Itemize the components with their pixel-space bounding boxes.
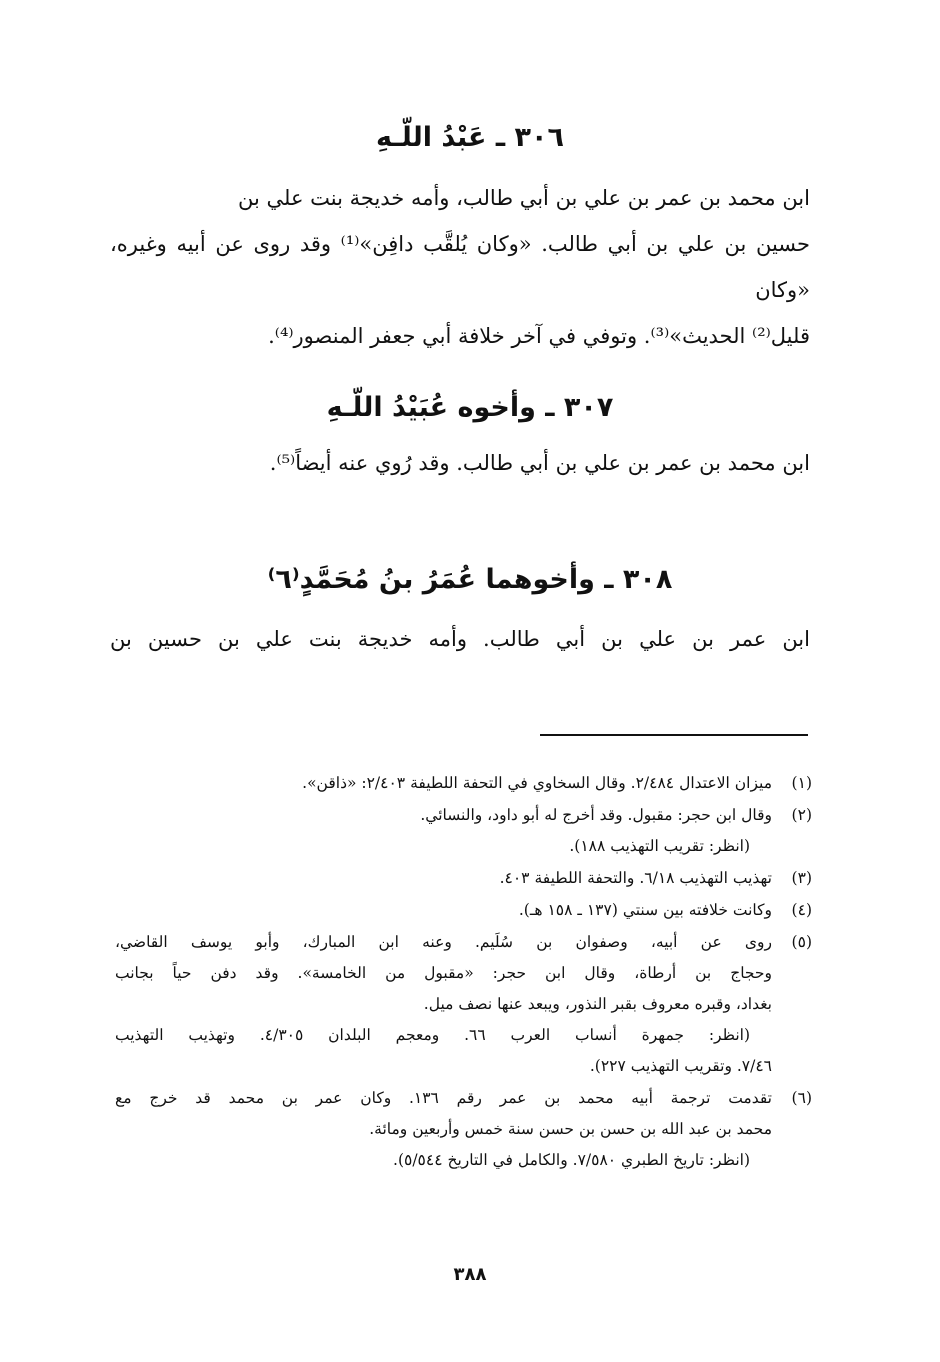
footnote-line: بغداد، وقبره معروف بقبر النذور، ويبعد عنها نصف ميل. xyxy=(423,995,772,1013)
entry-heading-307: ٣٠٧ ـ وأخوه عُبَيْدُ اللّـهِ xyxy=(326,392,614,423)
footnote-line: (انظر: تقريب التهذيب ١٨٨). xyxy=(569,837,750,855)
footnote-number: (٤) xyxy=(791,901,812,919)
entry-body-306 xyxy=(110,175,810,359)
footnote-line: ميزان الاعتدال ٢/٤٨٤. وقال السخاوي في التحفة اللطيفة ٢/٤٠٣: «ذاقن». xyxy=(302,774,772,792)
footnote-3 xyxy=(115,863,812,894)
footnote-2 xyxy=(115,800,812,862)
footnotes xyxy=(115,768,812,1177)
entry-line: ابن عمر بن علي بن أبي طالب. وأمه خديجة بنت علي بن حسين بن xyxy=(110,627,810,651)
entry-heading-308: ٣٠٨ ـ وأخوهما عُمَرُ بنُ مُحَمَّدٍ⁽٦⁾ xyxy=(267,564,673,595)
footnote-separator xyxy=(540,734,808,736)
entry-line: حسين بن علي بن أبي طالب. «وكان يُلقَّب دافِن»⁽¹⁾ وقد روى عن أبيه وغيره، «وكان xyxy=(110,232,810,302)
footnote-line: تهذيب التهذيب ٦/١٨. والتحفة اللطيفة ٤٠٣. xyxy=(499,869,772,887)
entry-line: ابن محمد بن عمر بن علي بن أبي طالب. وقد رُوي عنه أيضاً⁽⁵⁾. xyxy=(269,451,810,475)
footnote-line: تقدمت ترجمة أبيه محمد بن عمر رقم ١٣٦. وكان عمر بن محمد قد خرج مع xyxy=(115,1089,773,1107)
footnote-line: ٧/٤٦. وتقريب التهذيب ٢٢٧). xyxy=(589,1057,772,1075)
footnote-line: وقال ابن حجر: مقبول. وقد أخرج له أبو داود، والنسائي. xyxy=(420,806,772,824)
footnote-number: (٢) xyxy=(791,806,812,824)
footnote-number: (٣) xyxy=(791,869,812,887)
page-number: ٣٨٨ xyxy=(453,1264,487,1285)
entry-body-308 xyxy=(110,616,810,662)
entry-line: قليل⁽²⁾ الحديث»⁽³⁾. وتوفي في آخر خلافة أبي جعفر المنصور⁽⁴⁾. xyxy=(268,324,810,348)
footnote-number: (١) xyxy=(791,774,812,792)
footnote-number: (٦) xyxy=(791,1089,812,1107)
footnote-6 xyxy=(115,1083,812,1176)
footnote-line: وحجاج بن أرطاة، وقال ابن حجر: «مقبول من الخامسة». وقد دفن حياً بجانب xyxy=(115,964,772,982)
entry-line: ابن محمد بن عمر بن علي بن أبي طالب، وأمه خديجة بنت علي بن xyxy=(237,186,810,210)
footnote-line: (انظر: جمهرة أنساب العرب ٦٦. ومعجم البلدان ٤/٣٠٥. وتهذيب التهذيب xyxy=(115,1026,750,1044)
footnote-line: وكانت خلافته بين سنتي (١٣٧ ـ ١٥٨ هـ). xyxy=(518,901,772,919)
footnote-number: (٥) xyxy=(791,933,812,951)
footnote-4 xyxy=(115,895,812,926)
footnote-line: محمد بن عبد الله بن حسن بن حسن سنة خمس وأربعين ومائة. xyxy=(369,1120,772,1138)
footnote-1 xyxy=(115,768,812,799)
footnote-line: (انظر: تاريخ الطبري ٧/٥٨٠. والكامل في التاريخ ٥/٥٤٤). xyxy=(393,1151,750,1169)
entry-heading-306: ٣٠٦ ـ عَبْدُ اللّـهِ xyxy=(376,122,564,153)
footnote-5 xyxy=(115,927,812,1082)
footnote-line: روى عن أبيه، وصفوان بن سُلَيم. وعنه ابن المبارك، وأبو يوسف القاضي، xyxy=(115,933,772,951)
entry-body-307 xyxy=(110,440,810,486)
